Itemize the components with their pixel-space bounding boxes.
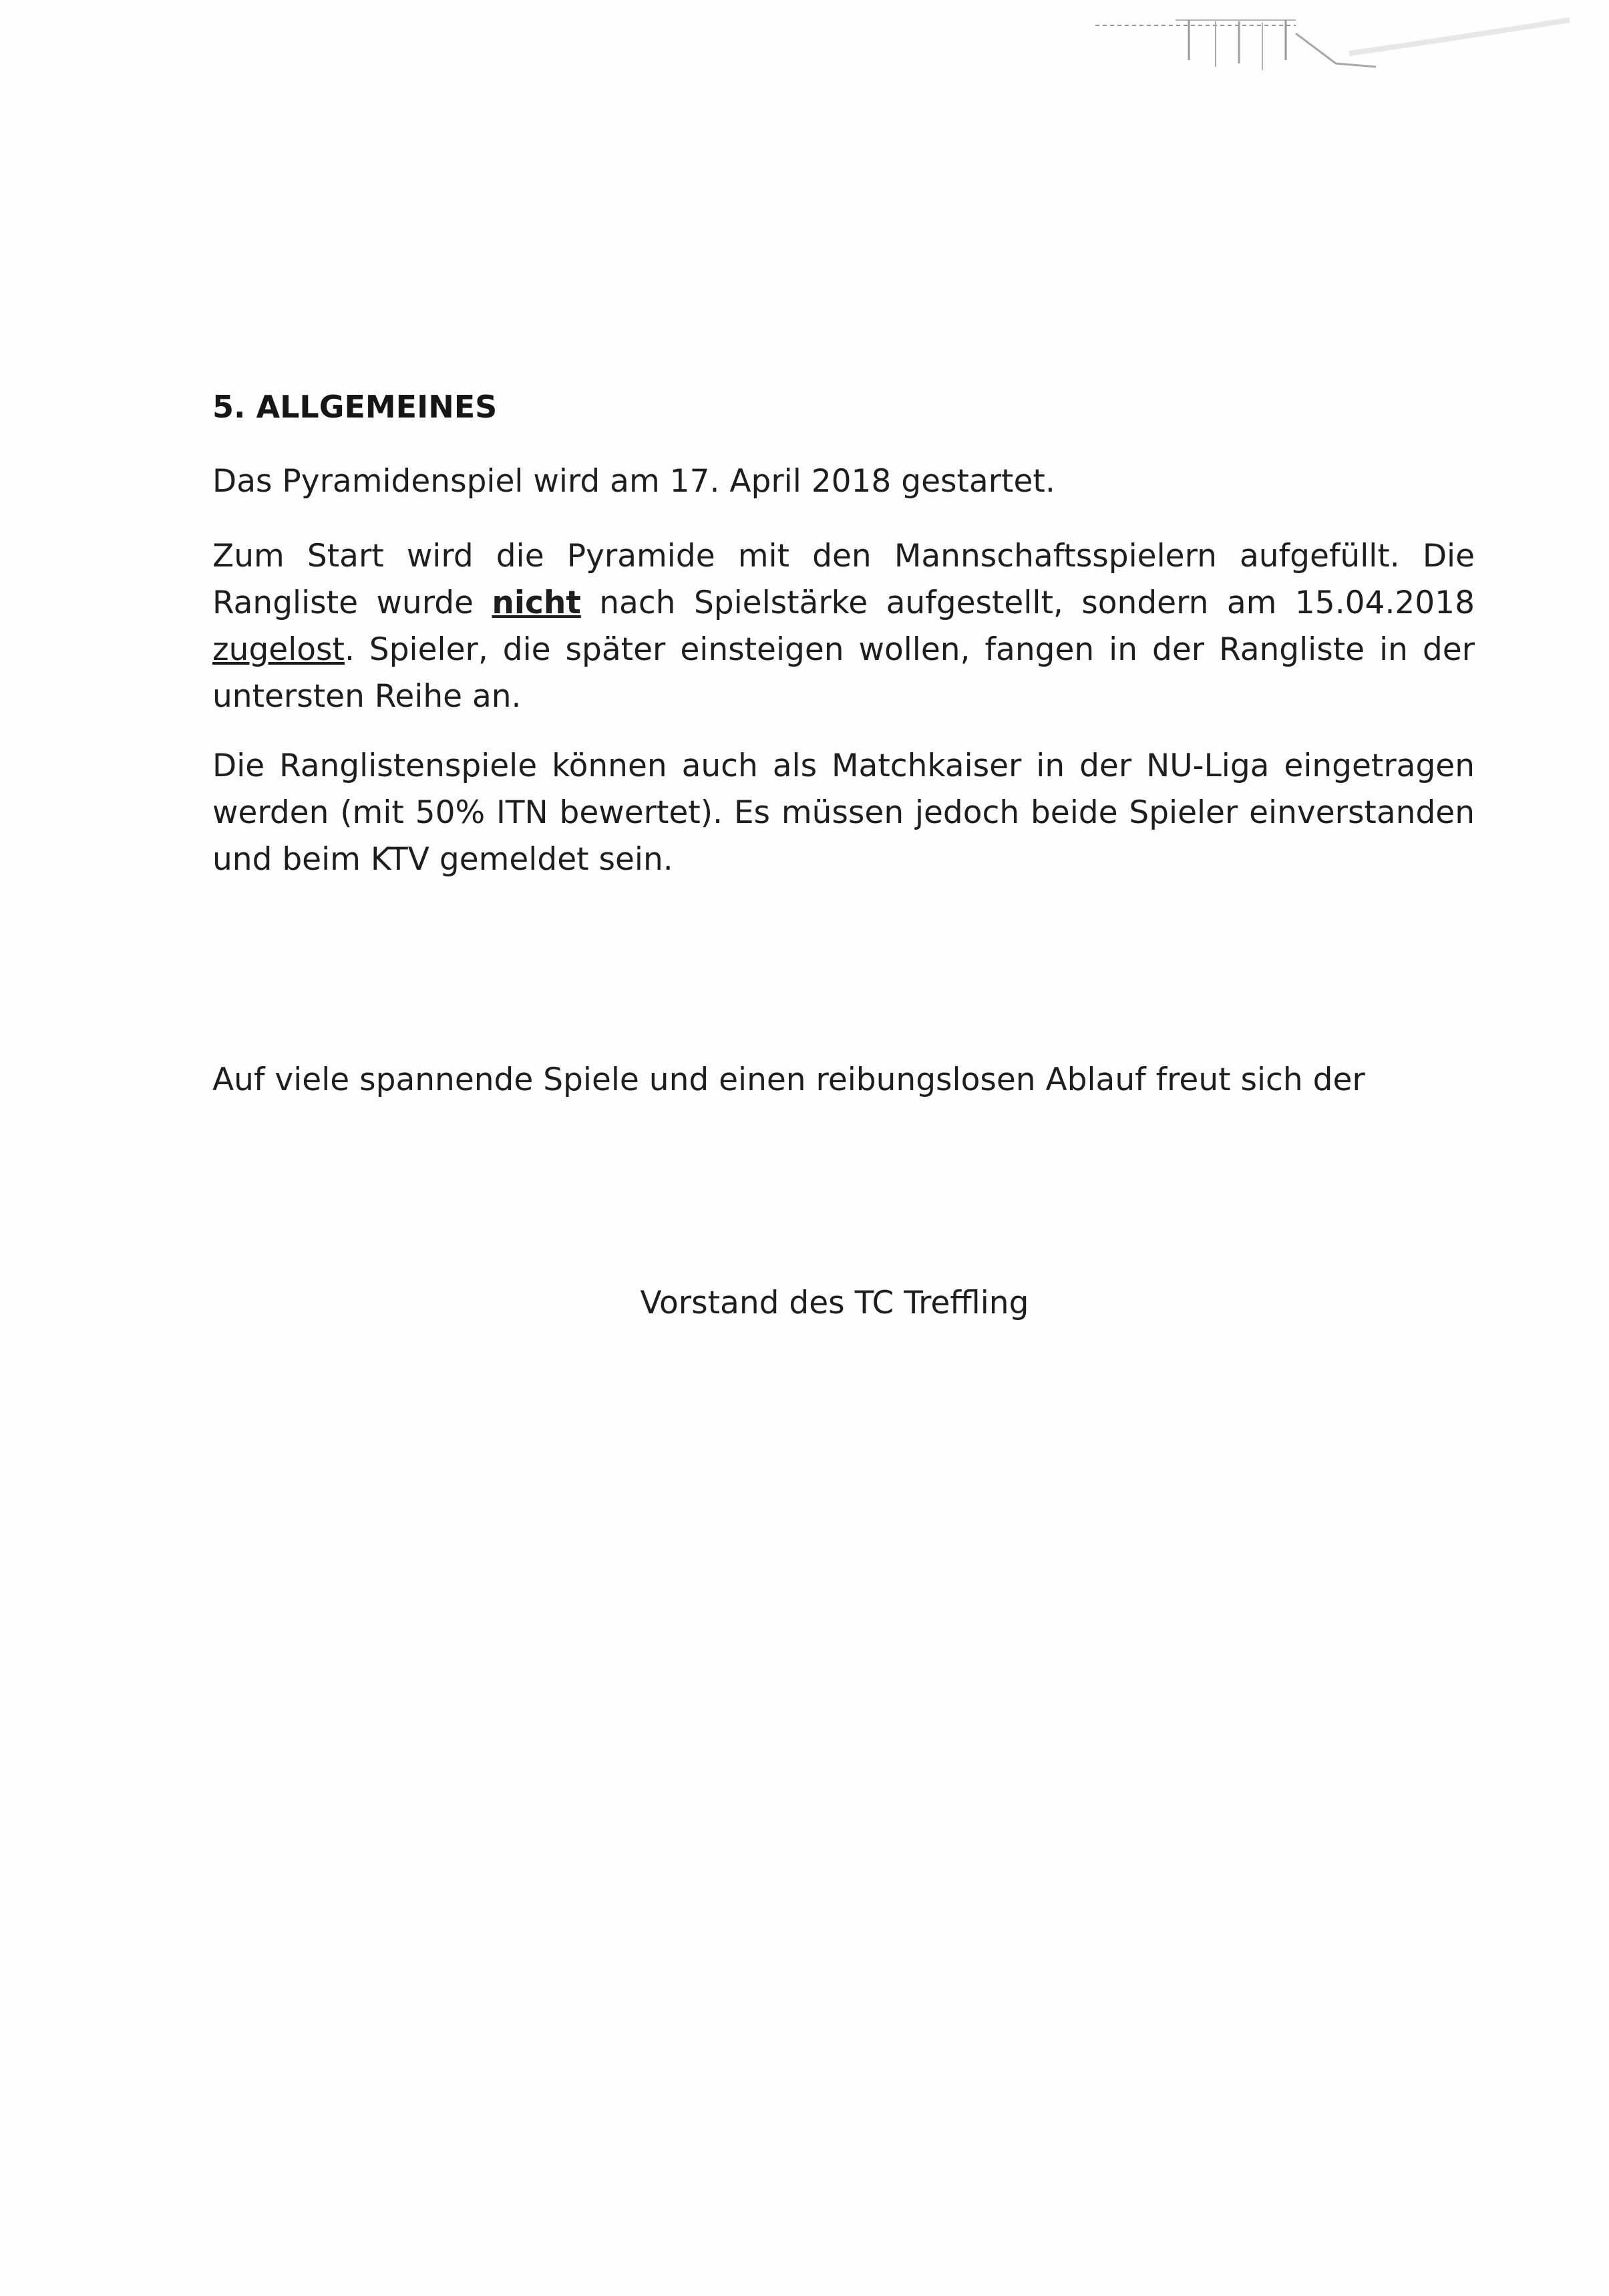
section-heading: 5. ALLGEMEINES xyxy=(212,389,498,425)
paragraph-closing: Auf viele spannende Spiele und einen reibungslosen Ablauf freut sich der xyxy=(212,1061,1365,1098)
paragraph-start-date: Das Pyramidenspiel wird am 17. April 2018 gestartet. xyxy=(212,463,1055,500)
paragraph-matchkaiser: Die Ranglistenspiele können auch als Matchkaiser in der NU-Liga eingetragen werden (mit 50% ITN bewertet). Es müssen jedoch beide Spieler einverstanden und beim KTV gemeldet sein. xyxy=(212,748,1475,878)
text-run: . Spieler, die später einsteigen wollen, fangen in der Rangliste in der untersten Reihe an. xyxy=(212,631,1475,715)
scan-artifact xyxy=(1095,13,1576,87)
emphasis-nicht: nicht xyxy=(492,585,581,621)
signature-line: Vorstand des TC Treffling xyxy=(640,1285,1029,1321)
underlined-zugelost: zugelost xyxy=(212,631,345,668)
text-run: nach Spielstärke aufgestellt, sondern am 15.04.2018 xyxy=(580,585,1475,621)
text-run: Zum Start wird die Pyramide mit den Mannschaftsspielern aufgefüllt. Die Rangliste wurde xyxy=(212,538,1475,621)
paragraph-pyramid-setup xyxy=(212,533,1475,720)
